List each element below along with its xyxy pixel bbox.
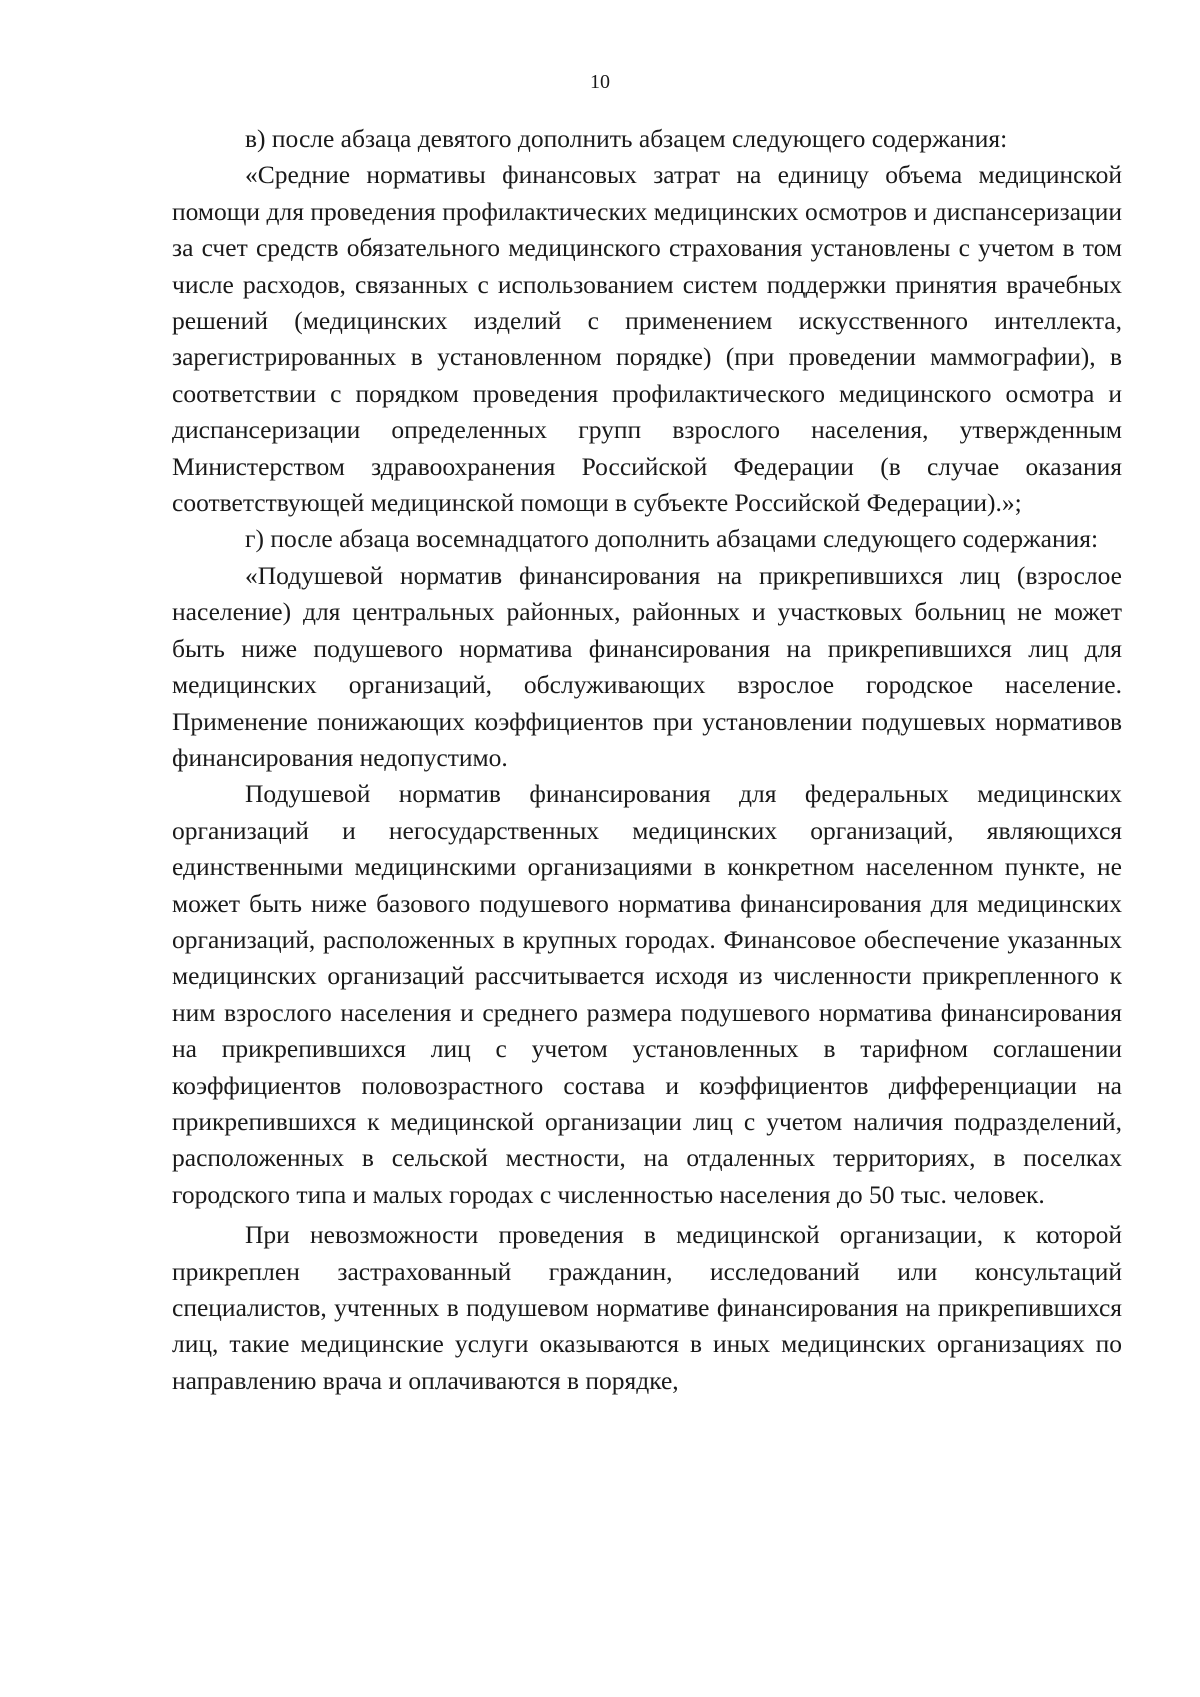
paragraph-capitation-rural: «Подушевой норматив финансирования на прикрепившихся лиц (взрослое население) для центральных районных, районных и участковых больниц не может быть ниже подушевого норматива финансирования на прикрепившихся лиц для медицинских организаций, обслуживающих взрослое городское население. Применение понижающих коэффициентов при установлении подушевых нормативов финансирования недопустимо.	[172, 560, 1122, 772]
paragraph-referral-services: При невозможности проведения в медицинской организации, к которой прикреплен застрахованный гражданин, исследований или консультаций специалистов, учтенных в подушевом нормативе финансирования на прикрепившихся лиц, такие медицинские услуги оказываются в иных медицинских организациях по направлению врача и оплачиваются в порядке,	[172, 1220, 1122, 1395]
paragraph-capitation-federal: Подушевой норматив финансирования для федеральных медицинских организаций и негосударственных медицинских организаций, являющихся единственными медицинскими организациями в конкретном населенном пункте, не может быть ниже базового подушевого норматива финансирования для медицинских организаций, расположенных в крупных городах. Финансовое обеспечение указанных медицинских организаций рассчитывается исходя из численности прикрепленного к ним взрослого населения и среднего размера подушевого норматива финансирования на прикрепившихся лиц с учетом установленных в тарифном соглашении коэффициентов половозрастного состава и коэффициентов дифференциации на прикрепившихся к медицинской организации лиц с учетом наличия подразделений, расположенных в сельской местности, на отдаленных территориях, в поселках городского типа и малых городах с численностью населения до 50 тыс. человек.	[172, 779, 1122, 1209]
paragraph-preventive-norms: «Средние нормативы финансовых затрат на единицу объема медицинской помощи для проведения профилактических медицинских осмотров и диспансеризации за счет средств обязательного медицинского страхования установлены с учетом в том числе расходов, связанных с использованием систем поддержки принятия врачебных решений (медицинских изделий с применением искусственного интеллекта, зарегистрированных в установленном порядке) (при проведении маммографии), в соответствии с порядком проведения профилактического медицинского осмотра и диспансеризации определенных групп взрослого населения, утвержденным Министерством здравоохранения Российской Федерации (в случае оказания соответствующей медицинской помощи в субъекте Российской Федерации).»;	[172, 160, 1122, 518]
paragraph-amendment-v: в) после абзаца девятого дополнить абзацем следующего содержания:	[245, 124, 1008, 153]
page-number: 10	[590, 71, 610, 93]
document-body	[172, 121, 1122, 1399]
paragraph-amendment-g: г) после абзаца восемнадцатого дополнить абзацами следующего содержания:	[245, 524, 1099, 554]
